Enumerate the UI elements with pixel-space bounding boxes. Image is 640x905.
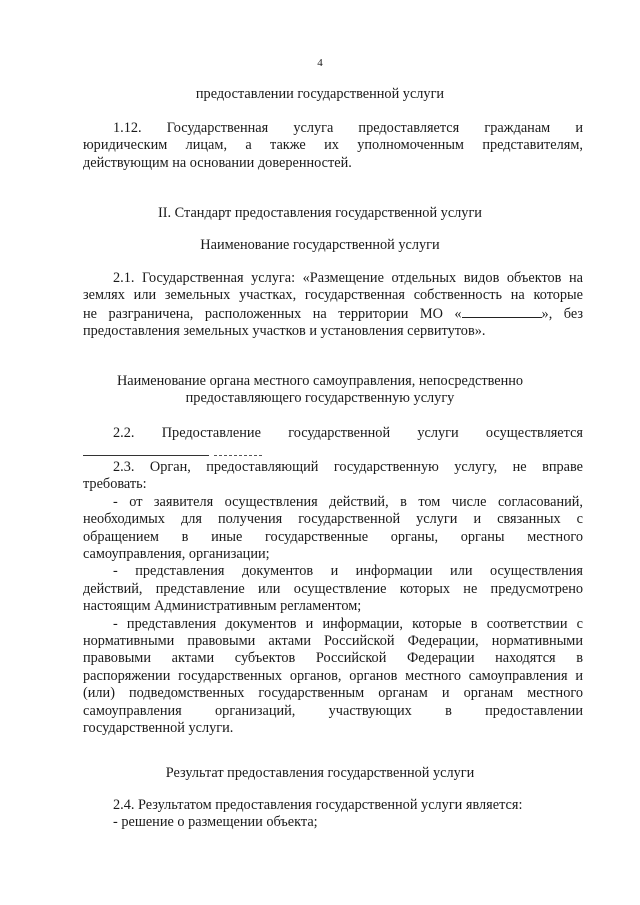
section-title: II. Стандарт предоставления государственной услуги [158, 205, 482, 221]
text-line: настоящим Административным регламентом; [83, 598, 362, 615]
blank-line-dashed [214, 455, 262, 456]
text-fragment: не разграничена, расположенных на территории МО « [83, 305, 462, 322]
text-fragment: », без [541, 305, 583, 322]
text-line: Наименование органа местного самоуправления, непосредственно [116, 373, 524, 389]
text-line-with-blank [83, 305, 583, 323]
text-line: 1.12. Государственная услуга предоставляется гражданам и [113, 120, 583, 136]
text-line: 2.3. Орган, предоставляющий государственную услугу, не вправе [113, 459, 583, 475]
text-line: самоуправления, организации; [83, 546, 270, 563]
blank-line [83, 455, 209, 456]
text-line: действий, представление или осуществление которых не предусмотрено [83, 580, 583, 597]
text-line: юридическим лицам, а также их уполномоченным представителям, [83, 137, 583, 154]
blank-field [462, 305, 542, 318]
text-line: требовать: [83, 476, 147, 493]
text-line: распоряжении государственных органов, органов местного самоуправления и [83, 667, 583, 684]
text-line: - представления документов и информации или осуществления [113, 563, 583, 580]
text-line: обращением в иные государственные органы, органы местного [83, 528, 583, 545]
text-line: нормативными правовыми актами Российской Федерации, нормативными [83, 633, 583, 650]
text-line: предоставляющего государственную услугу [185, 390, 455, 407]
text-line: необходимых для получения государственной услуги и связанных с [83, 511, 583, 528]
page-number: 4 [317, 57, 323, 69]
text-line: - решение о размещении объекта; [113, 814, 318, 831]
text-line: государственной услуги. [83, 720, 234, 737]
text-line: 2.4. Результатом предоставления государственной услуги является: [113, 797, 523, 813]
text-line: - представления документов и информации, которые в соответствии с [113, 615, 583, 632]
text-line: действующим на основании доверенностей. [83, 154, 352, 171]
text-line: землях или земельных участках, государственная собственность на которые [83, 287, 583, 304]
text-line: правовыми актами субъектов Российской Федерации находятся в [83, 650, 583, 667]
text-line: 2.1. Государственная услуга: «Размещение отдельных видов объектов на [113, 270, 583, 286]
paragraph-2-2 [83, 425, 583, 442]
paragraph-2-1 [83, 270, 583, 341]
text-line: самоуправления организаций, участвующих в предоставлении [83, 702, 583, 719]
paragraph-2-3 [83, 459, 583, 738]
text-line: - от заявителя осуществления действий, в том числе согласований, [113, 493, 583, 510]
heading-continuation: предоставлении государственной услуги [195, 86, 445, 102]
subsection-title-authority [60, 373, 580, 408]
paragraph-1-12 [83, 120, 583, 172]
text-line: 2.2. Предоставление государственной услуги осуществляется [113, 425, 583, 441]
subsection-title-name: Наименование государственной услуги [200, 237, 440, 253]
text-line: предоставления земельных участков и установления сервитутов». [83, 323, 486, 340]
subsection-title-result: Результат предоставления государственной услуги [165, 765, 475, 781]
paragraph-2-4 [83, 797, 583, 832]
text-line: (или) подведомственных государственным органам и органам местного [83, 685, 583, 702]
